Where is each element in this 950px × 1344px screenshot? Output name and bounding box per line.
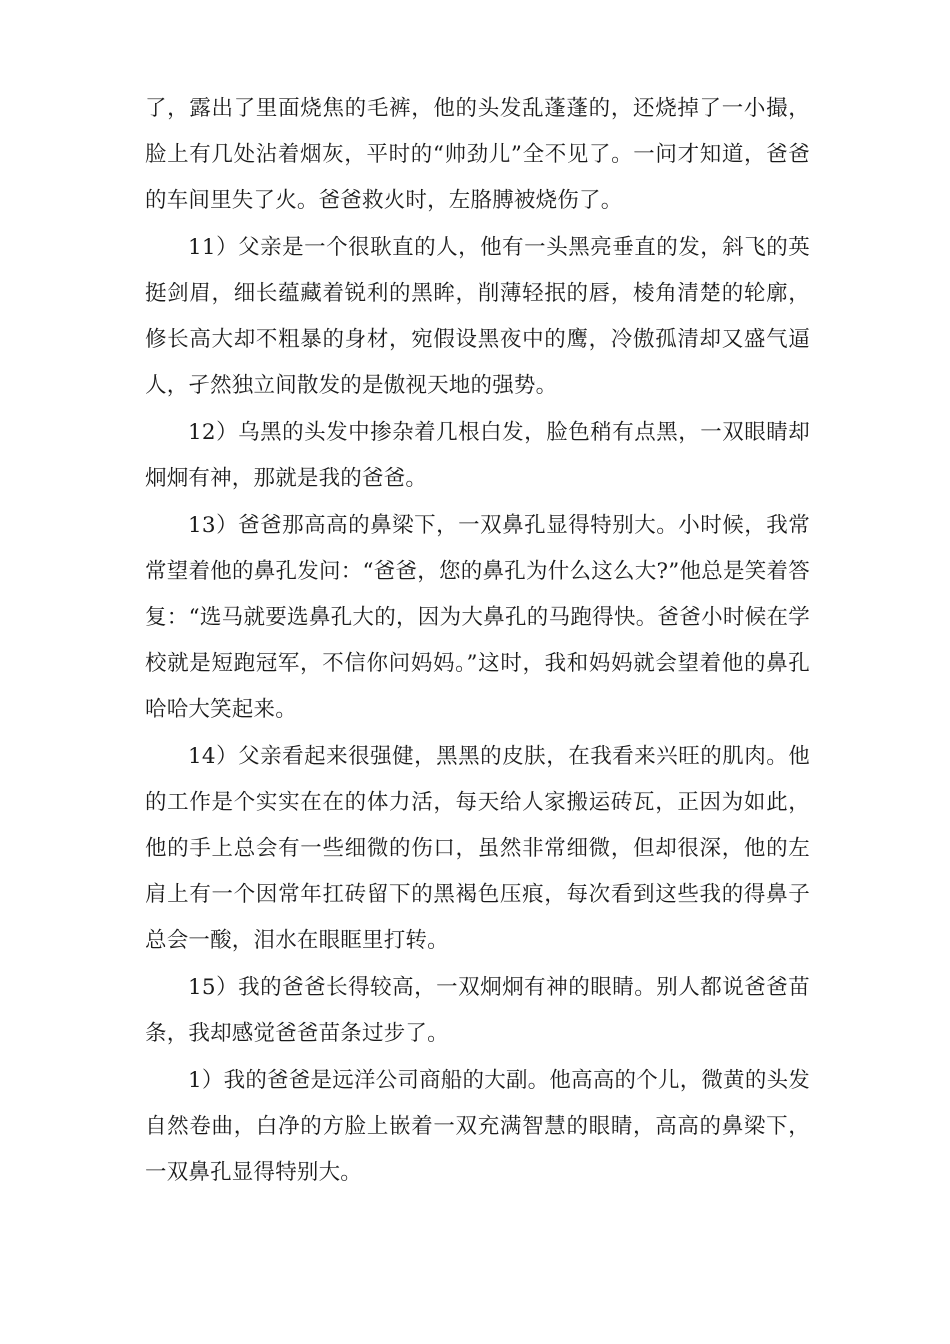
paragraph-1: 1）我的爸爸是远洋公司商船的大副。他高高的个儿，微黄的头发自然卷曲，白净的方脸上嵌着一双充满智慧的眼睛，高高的鼻梁下，一双鼻孔显得特别大。 xyxy=(145,1068,810,1185)
paragraph-13: 13）爸爸那高高的鼻梁下，一双鼻孔显得特别大。小时候，我常常望着他的鼻孔发问：“爸爸，您的鼻孔为什么这么大?”他总是笑着答复：“选马就要选鼻孔大的，因为大鼻孔的马跑得快。爸爸小时候在学校就是短跑冠军，不信你问妈妈。”这时，我和妈妈就会望着他的鼻孔哈哈大笑起来。 xyxy=(145,513,810,722)
paragraph-15: 15）我的爸爸长得较高，一双炯炯有神的眼睛。别人都说爸爸苗条，我却感觉爸爸苗条过步了。 xyxy=(145,975,810,1046)
paragraph-11: 11）父亲是一个很耿直的人，他有一头黑亮垂直的发，斜飞的英挺剑眉，细长蕴藏着锐利的黑眸，削薄轻抿的唇，棱角清楚的轮廓，修长高大却不粗暴的身材，宛假设黑夜中的鹰，冷傲孤清却又盛气逼人，孑然独立间散发的是傲视天地的强势。 xyxy=(145,235,810,398)
document-body xyxy=(145,86,810,1197)
paragraph-14: 14）父亲看起来很强健，黑黑的皮肤，在我看来兴旺的肌肉。他的工作是个实实在在的体力活，每天给人家搬运砖瓦，正因为如此，他的手上总会有一些细微的伤口，虽然非常细微，但却很深，他的左肩上有一个因常年扛砖留下的黑褐色压痕，每次看到这些我的得鼻子总会一酸，泪水在眼眶里打转。 xyxy=(145,744,810,953)
paragraph-continuation: 了，露出了里面烧焦的毛裤，他的头发乱蓬蓬的，还烧掉了一小撮，脸上有几处沾着烟灰，平时的“帅劲儿”全不见了。一问才知道，爸爸的车间里失了火。爸爸救火时，左胳膊被烧伤了。 xyxy=(145,96,810,213)
paragraph-12: 12）乌黑的头发中掺杂着几根白发，脸色稍有点黑，一双眼睛却炯炯有神，那就是我的爸爸。 xyxy=(145,420,810,491)
